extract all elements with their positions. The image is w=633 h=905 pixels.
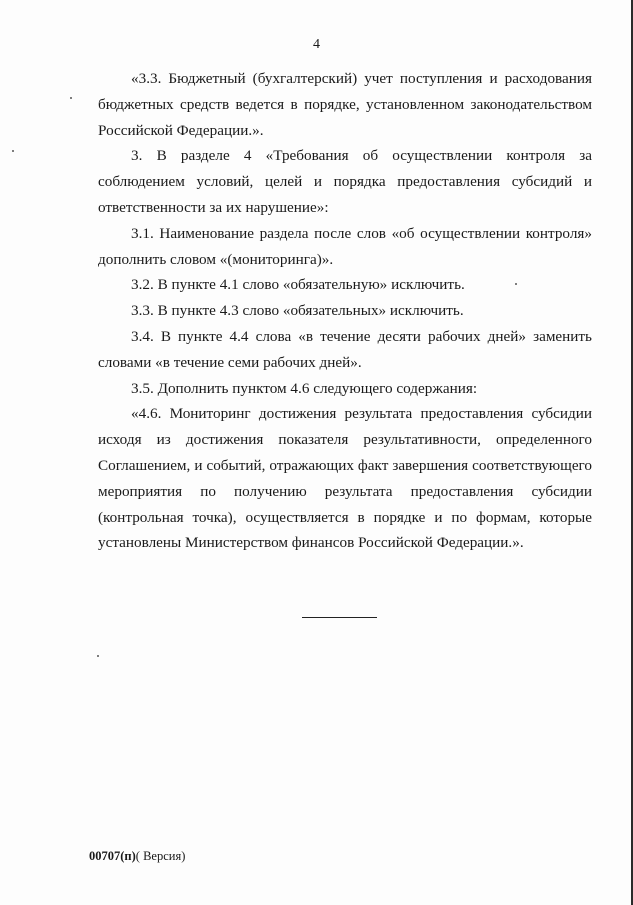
scan-speck	[70, 97, 72, 99]
paragraph-3-3-item-4-3: 3.3. В пункте 4.3 слово «обязательных» исключить.	[131, 302, 464, 320]
paragraph-3-3-accounting: «3.3. Бюджетный (бухгалтерский) учет поступления и расходования бюджетных средств ведется в порядке, установленном законодательством Российской Федерации.».	[98, 70, 592, 139]
paragraph-3-5-add-item: 3.5. Дополнить пунктом 4.6 следующего содержания:	[131, 379, 478, 397]
paragraph-3-4-item-4-4: 3.4. В пункте 4.4 слова «в течение десяти рабочих дней» заменить словами «в течение семи рабочих дней».	[98, 327, 592, 371]
document-body	[98, 66, 592, 556]
footer-version: ( Версия)	[135, 849, 186, 863]
page-number: 4	[313, 37, 320, 52]
paragraph-3-1-section-title: 3.1. Наименование раздела после слов «об осуществлении контроля» дополнить словом «(мониторинга)».	[98, 224, 592, 268]
end-separator-line	[302, 617, 377, 618]
footer-document-code	[89, 849, 185, 864]
footer-code: 00707(п)	[89, 849, 136, 863]
paragraph-3-section-4: 3. В разделе 4 «Требования об осуществлении контроля за соблюдением условий, целей и порядка предоставления субсидий и ответственности за их нарушение»:	[98, 147, 592, 216]
scan-speck	[97, 655, 99, 657]
scan-speck	[515, 283, 517, 285]
paragraph-3-2-item-4-1: 3.2. В пункте 4.1 слово «обязательную» исключить.	[131, 276, 465, 294]
scan-speck	[12, 150, 14, 152]
paragraph-4-6-monitoring: «4.6. Мониторинг достижения результата предоставления субсидии исходя из достижения показателя результативности, определенного Соглашением, и событий, отражающих факт завершения соответствующего мероприятия по получению результата предоставления субсидии (контрольная точка), осуществляется в порядке и по формам, которые установлены Министерством финансов Российской Федерации.».	[98, 405, 592, 552]
